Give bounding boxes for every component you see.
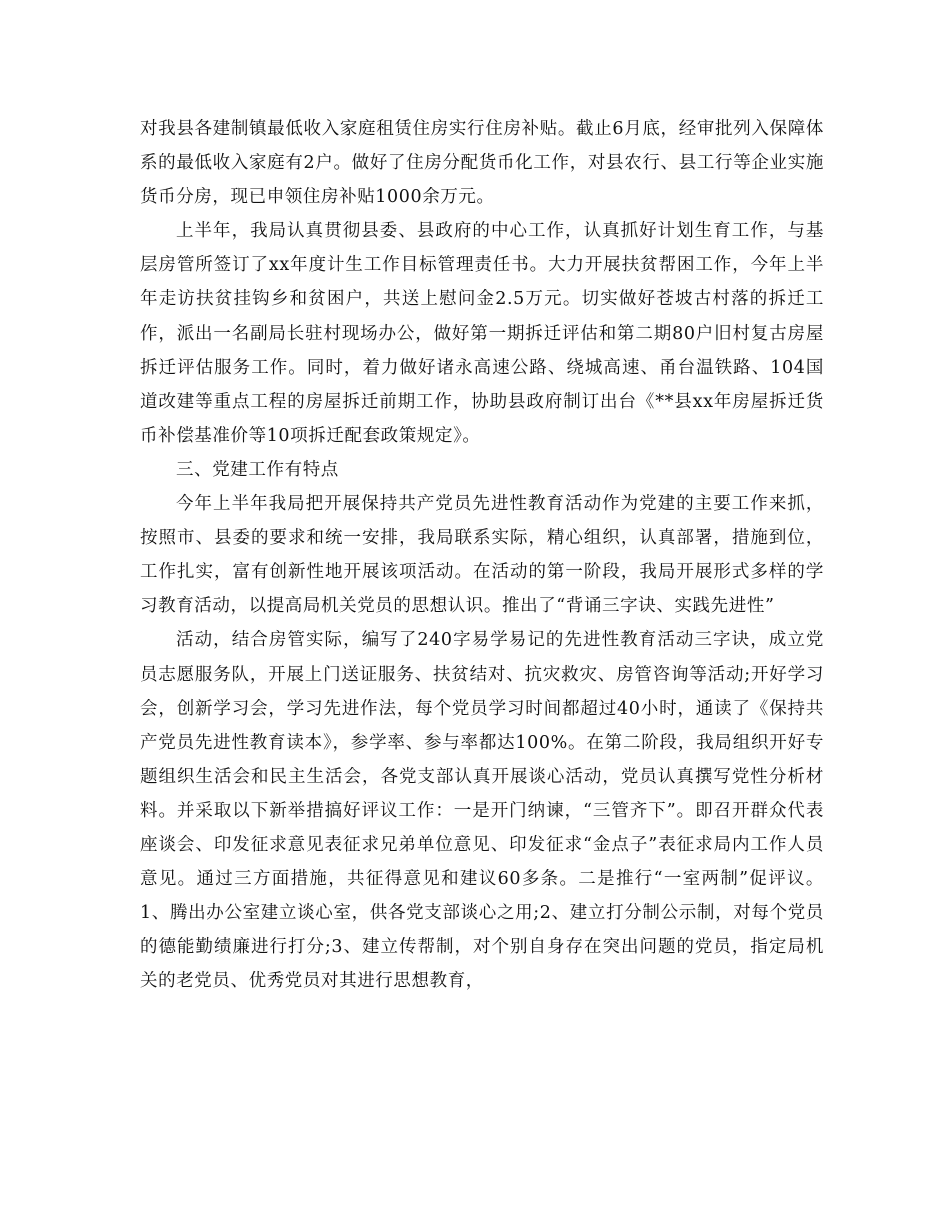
body-paragraph: 对我县各建制镇最低收入家庭租赁住房实行住房补贴。截止6月底，经审批列入保障体系的最低收入家庭有2户。做好了住房分配货币化工作，对县农行、县工行等企业实施货币分房，现已申领住房补贴1000余万元。 xyxy=(140,119,824,208)
body-paragraph: 今年上半年我局把开展保持共产党员先进性教育活动作为党建的主要工作来抓，按照市、县委的要求和统一安排，我局联系实际，精心组织，认真部署，措施到位，工作扎实，富有创新性地开展该项活动。在活动的第一阶段，我局开展形式多样的学习教育活动，以提高局机关党员的思想认识。推出了“背诵三字诀、实践先进性” xyxy=(140,494,824,617)
document-page xyxy=(140,112,824,998)
body-paragraph: 上半年，我局认真贯彻县委、县政府的中心工作，认真抓好计划生育工作，与基层房管所签订了xx年度计生工作目标管理责任书。大力开展扶贫帮困工作，今年上半年走访扶贫挂钩乡和贫困户，共送上慰问金2.5万元。切实做好苍坡古村落的拆迁工作，派出一名副局长驻村现场办公，做好第一期拆迁评估和第二期80户旧村复古房屋拆迁评估服务工作。同时，着力做好诸永高速公路、绕城高速、甬台温铁路、104国道改建等重点工程的房屋拆迁前期工作，协助县政府制订出台《**县xx年房屋拆迁货币补偿基准价等10项拆迁配套政策规定》。 xyxy=(140,221,824,446)
section-heading: 三、党建工作有特点 xyxy=(176,459,339,480)
body-paragraph: 活动，结合房管实际，编写了240字易学易记的先进性教育活动三字诀，成立党员志愿服务队，开展上门送证服务、扶贫结对、抗灾救灾、房管咨询等活动;开好学习会，创新学习会，学习先进作法，每个党员学习时间都超过40小时，通读了《保持共产党员先进性教育读本》，参学率、参与率都达100%。在第二阶段，我局组织开好专题组织生活会和民主生活会，各党支部认真开展谈心活动，党员认真撰写党性分析材料。并采取以下新举措搞好评议工作：一是开门纳谏，“三管齐下”。即召开群众代表座谈会、印发征求意见表征求兄弟单位意见、印发征求“金点子”表征求局内工作人员意见。通过三方面措施，共征得意见和建议60多条。二是推行“一室两制”促评议。1、腾出办公室建立谈心室，供各党支部谈心之用;2、建立打分制公示制，对每个党员的德能勤绩廉进行打分;3、建立传帮制，对个别自身存在突出问题的党员，指定局机关的老党员、优秀党员对其进行思想教育， xyxy=(140,630,824,992)
